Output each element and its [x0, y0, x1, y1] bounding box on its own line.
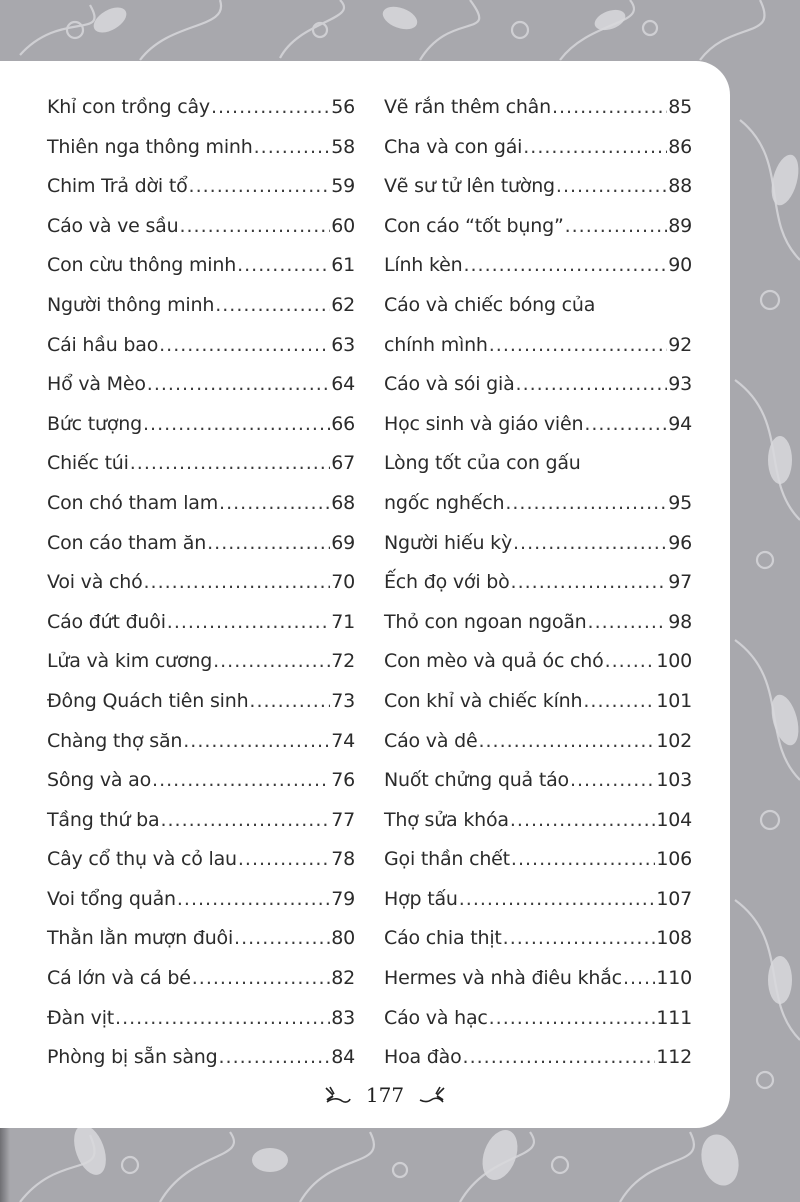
leaf-ornament-left-icon: [324, 1086, 352, 1104]
toc-entry-page: 70: [331, 571, 355, 594]
toc-entry-title: Gọi thần chết: [384, 848, 510, 871]
toc-entry: [47, 405, 355, 445]
dot-leader: [623, 959, 655, 999]
dot-leader: [207, 524, 330, 564]
dot-leader: [249, 682, 330, 722]
toc-entry-page: 79: [331, 887, 355, 910]
toc-entry: [47, 880, 355, 920]
toc-column-left: [47, 88, 355, 1078]
dot-leader: [513, 524, 667, 564]
toc-entry: [384, 524, 692, 564]
toc-entry-page: 111: [656, 1006, 692, 1029]
toc-entry: [384, 840, 692, 880]
toc-entry-title: Cây cổ thụ và cỏ lau: [47, 848, 237, 871]
toc-entry-page: 80: [331, 927, 355, 950]
dot-leader: [234, 919, 330, 959]
toc-entry-page: 93: [668, 373, 692, 396]
toc-entry-title: Con cáo “tốt bụng”: [384, 214, 564, 237]
dot-leader: [556, 167, 667, 207]
dot-leader: [511, 563, 668, 603]
dot-leader: [183, 722, 330, 762]
toc-entry-title: Con mèo và quả óc chó: [384, 650, 604, 673]
dot-leader: [130, 444, 330, 484]
toc-entry-title: Con chó tham lam: [47, 491, 219, 514]
toc-entry: [47, 761, 355, 801]
toc-entry-title: Nuốt chửng quả táo: [384, 769, 569, 792]
toc-entry-title: Cáo đứt đuôi: [47, 610, 166, 633]
toc-column-right: [384, 88, 692, 1078]
dot-leader: [144, 563, 331, 603]
toc-entry-title: Hoa đào: [384, 1046, 462, 1069]
toc-entry: [384, 1038, 692, 1078]
dot-leader: [584, 405, 667, 445]
toc-entry: [47, 444, 355, 484]
toc-entry-page: 82: [331, 967, 355, 990]
dot-leader: [588, 603, 668, 643]
toc-entry: [47, 365, 355, 405]
dot-leader: [159, 326, 330, 366]
toc-entry-page: 68: [331, 491, 355, 514]
toc-entry-title: Cáo và hạc: [384, 1006, 488, 1029]
toc-entry: [384, 207, 692, 247]
toc-entry: [384, 484, 692, 524]
dot-leader: [478, 722, 655, 762]
toc-entry-title: Thỏ con ngoan ngoãn: [384, 610, 587, 633]
toc-entry: [384, 365, 692, 405]
toc-entry-page: 90: [668, 254, 692, 277]
toc-entry-title: Chiếc túi: [47, 452, 129, 475]
toc-entry-title: Cáo và ve sầu: [47, 214, 179, 237]
toc-entry-page: 95: [668, 491, 692, 514]
toc-entry-page: 76: [331, 769, 355, 792]
toc-entry-title: Thằn lằn mượn đuôi: [47, 927, 234, 950]
toc-entry-title: Sông và ao: [47, 769, 152, 792]
dot-leader: [219, 484, 330, 524]
page-number: 177: [365, 1082, 405, 1107]
toc-entry-title: Voi tổng quản: [47, 887, 176, 910]
toc-entry-page: 88: [668, 175, 692, 198]
toc-entry-page: 71: [331, 610, 355, 633]
dot-leader: [565, 207, 668, 247]
toc-entry: [47, 286, 355, 326]
toc-entry: [47, 603, 355, 643]
toc-entry: [384, 959, 692, 999]
toc-entry: [47, 840, 355, 880]
dot-leader: [503, 919, 656, 959]
toc-entry-title: Con cáo tham ăn: [47, 531, 207, 554]
toc-entry-title: Chàng thợ săn: [47, 729, 183, 752]
dot-leader: [211, 88, 330, 128]
toc-entry: [384, 880, 692, 920]
toc-entry-title: Chim Trả dời tổ: [47, 175, 188, 198]
toc-entry-page: 108: [656, 927, 692, 950]
toc-entry-title: Cha và con gái: [384, 135, 523, 158]
dot-leader: [523, 128, 667, 168]
toc-entry-page: 112: [656, 1046, 692, 1069]
dot-leader: [147, 365, 330, 405]
toc-entry: [47, 1038, 355, 1078]
toc-entry: [384, 246, 692, 286]
toc-entry-page: 89: [668, 214, 692, 237]
toc-entry-page: 58: [331, 135, 355, 158]
toc-entry-title: Cáo chia thịt: [384, 927, 502, 950]
toc-entry-title: Voi và chó: [47, 571, 143, 594]
dot-leader: [238, 840, 330, 880]
toc-entry-page: 104: [656, 808, 692, 831]
toc-entry: [47, 128, 355, 168]
toc-entry-page: 69: [331, 531, 355, 554]
toc-entry: [384, 286, 692, 326]
toc-entry-title: Hợp tấu: [384, 887, 458, 910]
toc-entry-page: 56: [331, 96, 355, 118]
toc-entry-title: Thợ sửa khóa: [384, 808, 509, 831]
toc-entry: [47, 207, 355, 247]
toc-entry: [47, 722, 355, 762]
toc-entry-page: 107: [656, 887, 692, 910]
toc-entry-title: Lính kèn: [384, 254, 463, 277]
leaf-ornament-right-icon: [418, 1086, 446, 1104]
toc-entry: [384, 722, 692, 762]
toc-entry-title: Phòng bị sẵn sàng: [47, 1046, 218, 1069]
dot-leader: [516, 365, 668, 405]
toc-entry-page: 78: [331, 848, 355, 871]
toc-entry-page: 94: [668, 412, 692, 435]
toc-page-panel: [0, 61, 730, 1128]
toc-entry-title: Cáo và dê: [384, 729, 478, 752]
dot-leader: [489, 326, 667, 366]
toc-entry-page: 64: [331, 373, 355, 396]
toc-entry-page: 74: [331, 729, 355, 752]
toc-entry-title: Tầng thứ ba: [47, 808, 160, 831]
dot-leader: [489, 999, 656, 1039]
dot-leader: [459, 880, 656, 920]
toc-entry: [384, 682, 692, 722]
toc-entry: [384, 603, 692, 643]
toc-entry: [47, 88, 355, 128]
dot-leader: [143, 405, 330, 445]
toc-entry-page: 84: [331, 1046, 355, 1069]
book-spine-shadow: [0, 1128, 10, 1202]
toc-entry-title: Đàn vịt: [47, 1006, 115, 1029]
toc-entry: [47, 999, 355, 1039]
toc-entry: [384, 128, 692, 168]
dot-leader: [463, 246, 667, 286]
toc-entry-page: 61: [331, 254, 355, 277]
dot-leader: [177, 880, 330, 920]
dot-leader: [160, 801, 330, 841]
toc-entry: [47, 524, 355, 564]
toc-entry: [384, 326, 692, 366]
toc-entry: [384, 642, 692, 682]
page-footer: [0, 1081, 770, 1107]
toc-entry-title: Lòng tốt của con gấu: [384, 452, 581, 475]
toc-entry-page: 100: [656, 650, 692, 673]
toc-entry: [47, 326, 355, 366]
toc-entry-page: 86: [668, 135, 692, 158]
toc-entry-page: 73: [331, 689, 355, 712]
toc-entry: [47, 682, 355, 722]
dot-leader: [254, 128, 331, 168]
toc-entry-title: Bức tượng: [47, 412, 142, 435]
toc-entry-page: 103: [656, 769, 692, 792]
toc-entry: [384, 563, 692, 603]
dot-leader: [511, 840, 655, 880]
toc-entry: [384, 444, 692, 484]
toc-entry: [47, 919, 355, 959]
toc-entry: [384, 405, 692, 445]
dot-leader: [552, 88, 667, 128]
toc-entry-page: 102: [656, 729, 692, 752]
dot-leader: [192, 959, 330, 999]
toc-entry: [384, 167, 692, 207]
toc-entry-page: 85: [668, 96, 692, 118]
toc-entry-page: 96: [668, 531, 692, 554]
toc-entry-title: Vẽ sư tử lên tường: [384, 175, 555, 198]
toc-entry-title: Hổ và Mèo: [47, 373, 146, 396]
dot-leader: [237, 246, 330, 286]
dot-leader: [463, 1038, 656, 1078]
toc-entry-page: 59: [331, 175, 355, 198]
toc-entry-title: Cáo và sói già: [384, 373, 515, 396]
dot-leader: [152, 761, 330, 801]
toc-entry-page: 98: [668, 610, 692, 633]
toc-entry: [384, 761, 692, 801]
toc-entry: [47, 801, 355, 841]
toc-entry-title: Khỉ con trồng cây: [47, 96, 210, 118]
dot-leader: [505, 484, 667, 524]
toc-entry-page: 101: [656, 689, 692, 712]
toc-entry-title: Cáo và chiếc bóng của: [384, 293, 596, 316]
toc-entry-title: Đông Quách tiên sinh: [47, 689, 249, 712]
toc-entry-title: Cá lớn và cá bé: [47, 967, 191, 990]
toc-entry-page: 72: [331, 650, 355, 673]
toc-entry-page: 77: [331, 808, 355, 831]
toc-entry: [47, 484, 355, 524]
toc-entry-title: Vẽ rắn thêm chân: [384, 96, 551, 118]
toc-entry-title: Hermes và nhà điêu khắc: [384, 967, 622, 990]
toc-entry-title: Cái hầu bao: [47, 333, 159, 356]
toc-entry-title: Ếch đọ với bò: [384, 571, 510, 594]
toc-entry-title: ngốc nghếch: [384, 491, 505, 514]
toc-entry: [47, 563, 355, 603]
toc-entry-title: Con khỉ và chiếc kính: [384, 689, 583, 712]
dot-leader: [167, 603, 330, 643]
toc-entry-title: Học sinh và giáo viên: [384, 412, 584, 435]
toc-entry-page: 97: [668, 571, 692, 594]
toc-entry-title: Người hiếu kỳ: [384, 531, 512, 554]
dot-leader: [219, 1038, 331, 1078]
dot-leader: [510, 801, 655, 841]
toc-entry-title: Người thông minh: [47, 293, 215, 316]
toc-entry-page: 66: [331, 412, 355, 435]
dot-leader: [570, 761, 655, 801]
dot-leader: [215, 286, 330, 326]
dot-leader: [605, 642, 656, 682]
dot-leader: [189, 167, 331, 207]
toc-entry: [47, 959, 355, 999]
toc-entry: [384, 999, 692, 1039]
toc-entry-title: Lửa và kim cương: [47, 650, 213, 673]
toc-entry: [384, 919, 692, 959]
toc-entry: [384, 801, 692, 841]
toc-entry-title: Thiên nga thông minh: [47, 135, 253, 158]
toc-entry-title: chính mình: [384, 333, 488, 356]
toc-entry-page: 106: [656, 848, 692, 871]
toc-entry-page: 67: [331, 452, 355, 475]
toc-entry: [384, 88, 692, 128]
toc-entry-page: 63: [331, 333, 355, 356]
toc-entry: [47, 642, 355, 682]
toc-entry-page: 62: [331, 293, 355, 316]
toc-entry: [47, 167, 355, 207]
toc-entry: [47, 246, 355, 286]
toc-entry-page: 60: [331, 214, 355, 237]
dot-leader: [115, 999, 330, 1039]
toc-entry-title: Con cừu thông minh: [47, 254, 237, 277]
dot-leader: [213, 642, 330, 682]
toc-entry-page: 92: [668, 333, 692, 356]
dot-leader: [179, 207, 330, 247]
dot-leader: [583, 682, 655, 722]
toc-entry-page: 110: [656, 967, 692, 990]
toc-entry-page: 83: [331, 1006, 355, 1029]
